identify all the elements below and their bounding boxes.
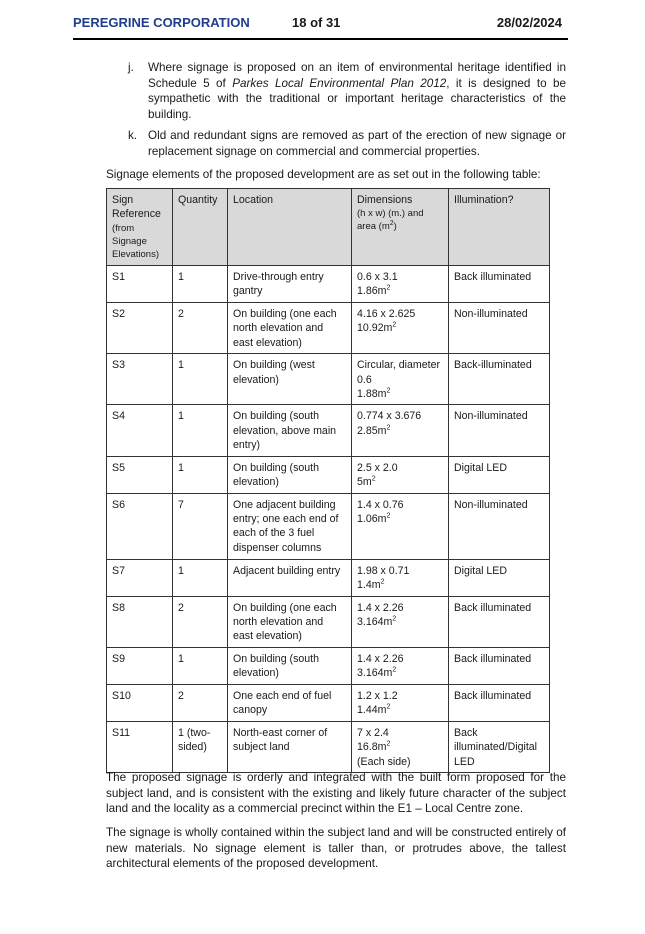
table-row: [107, 559, 550, 596]
superscript: 2: [392, 666, 397, 674]
cell-ref: S6: [107, 493, 173, 559]
cell-location: North-east corner of subject land: [228, 721, 352, 772]
list-item-text: [148, 60, 566, 122]
cell-location: On building (south elevation): [228, 647, 352, 684]
cell-ref: S7: [107, 559, 173, 596]
superscript: 2: [392, 321, 397, 329]
header-sign-reference: [107, 189, 173, 266]
cell-illumination: Digital LED: [449, 559, 550, 596]
cell-location: On building (one each north elevation and east elevation): [228, 303, 352, 354]
cell-ref: S10: [107, 684, 173, 721]
superscript: 2: [386, 703, 391, 711]
area-text: 1.44m: [357, 704, 387, 717]
header-location: Location: [228, 189, 352, 266]
cell-location: One each end of fuel canopy: [228, 684, 352, 721]
cell-ref: S9: [107, 647, 173, 684]
superscript: 2: [386, 512, 391, 520]
cell-qty: 2: [173, 303, 228, 354]
table-row: [107, 456, 550, 493]
superscript: 2: [386, 284, 391, 292]
cell-qty: 1: [173, 456, 228, 493]
cell-dimensions: [352, 596, 449, 647]
superscript: 2: [386, 740, 391, 748]
cell-illumination: Back illuminated: [449, 647, 550, 684]
area-text: 1.06m: [357, 513, 387, 526]
list-item-text-part: Where signage is proposed on an item of environmental heritage identified in Schedule 5 of: [148, 61, 566, 90]
list-item-k: [128, 128, 566, 159]
dim-value: 0.774 x 3.676: [357, 410, 422, 423]
list-marker: j.: [128, 61, 134, 74]
cell-illumination: Back illuminated: [449, 684, 550, 721]
cell-dimensions: [352, 559, 449, 596]
dim-value: 1.2 x 1.2: [357, 689, 398, 702]
cell-qty: 1: [173, 559, 228, 596]
cell-illumination: Non-illuminated: [449, 493, 550, 559]
area-text: 3.164m: [357, 667, 393, 680]
dim-value: 4.16 x 2.625: [357, 308, 416, 320]
body-paragraph: The signage is wholly contained within the subject land and will be constructed entirely of new materials. No signage element is taller than, or protrudes above, the tallest architectural elements of the proposed development.: [106, 826, 566, 870]
cell-ref: S8: [107, 596, 173, 647]
body-paragraph: The proposed signage is orderly and integrated with the built form proposed for the subject land, and is consistent with the existing and likely future character of the subject land and the locality as a commercial precinct within the E1 – Local Centre zone.: [106, 771, 566, 815]
superscript: 2: [386, 424, 391, 432]
cell-dimensions: [352, 684, 449, 721]
header-text: Dimensions: [357, 194, 413, 206]
superscript: 2: [371, 475, 376, 483]
cell-location: On building (south elevation): [228, 456, 352, 493]
area-text: 16.8m: [357, 741, 387, 754]
dim-value: Circular, diameter 0.6: [357, 359, 441, 386]
cell-dimensions: [352, 266, 449, 303]
cell-dimensions: [352, 493, 449, 559]
table-intro: Signage elements of the proposed development are as set out in the following table:: [106, 168, 541, 181]
cell-location: Drive-through entry gantry: [228, 266, 352, 303]
cell-qty: 2: [173, 596, 228, 647]
area-value: [357, 387, 443, 401]
dim-value: 1.4 x 0.76: [357, 498, 404, 511]
area-value: [357, 740, 443, 754]
header-dimensions: [352, 189, 449, 266]
cell-illumination: Digital LED: [449, 456, 550, 493]
dim-value: 7 x 2.4: [357, 726, 389, 739]
header-text: Sign Reference: [112, 194, 161, 221]
area-text: 1.4m: [357, 579, 381, 592]
company-name: PEREGRINE CORPORATION: [73, 15, 250, 30]
plan-title: Parkes Local Environmental Plan 2012: [232, 76, 447, 90]
document-date: 28/02/2024: [496, 15, 562, 30]
table-row: [107, 493, 550, 559]
cell-dimensions: [352, 354, 449, 405]
table-row: [107, 721, 550, 772]
area-value: [357, 321, 443, 335]
cell-dimensions: [352, 721, 449, 772]
header-illumination: Illumination?: [449, 189, 550, 266]
cell-location: On building (west elevation): [228, 354, 352, 405]
cell-ref: S5: [107, 456, 173, 493]
area-value: [357, 615, 443, 629]
list-item-text: Old and redundant signs are removed as part of the erection of new signage or replacement signage on commercial and commercial properties.: [148, 129, 566, 158]
superscript: 2: [386, 387, 391, 395]
header-quantity: Quantity: [173, 189, 228, 266]
table-row: [107, 303, 550, 354]
table-row: [107, 266, 550, 303]
cell-ref: S4: [107, 405, 173, 456]
list-marker: k.: [128, 129, 138, 142]
area-value: [357, 475, 443, 489]
cell-illumination: Back illuminated: [449, 596, 550, 647]
table-row: [107, 684, 550, 721]
cell-ref: S2: [107, 303, 173, 354]
superscript: 2: [380, 578, 385, 586]
cell-qty: 7: [173, 493, 228, 559]
area-value: [357, 284, 443, 298]
cell-ref: S11: [107, 721, 173, 772]
header-subtext-part: (h x w) (m.) and area (m: [357, 208, 424, 233]
cell-dimensions: [352, 405, 449, 456]
dimension-note: (Each side): [357, 755, 411, 768]
area-text: 10.92m: [357, 322, 393, 335]
cell-dimensions: [352, 647, 449, 684]
cell-illumination: Back-illuminated: [449, 354, 550, 405]
cell-dimensions: [352, 456, 449, 493]
signage-table: [106, 188, 550, 773]
area-value: [357, 666, 443, 680]
cell-location: Adjacent building entry: [228, 559, 352, 596]
list-item-text-part: , it is designed to be sympathetic with the traditional or important heritage characteristics of the building.: [148, 76, 566, 121]
cell-illumination: Non-illuminated: [449, 405, 550, 456]
superscript: 2: [392, 615, 397, 623]
table-row: [107, 596, 550, 647]
cell-qty: 1: [173, 266, 228, 303]
area-value: [357, 703, 443, 717]
dim-value: 0.6 x 3.1: [357, 271, 398, 283]
cell-ref: S1: [107, 266, 173, 303]
header-subtext: [357, 207, 443, 233]
table-row: [107, 405, 550, 456]
page-number: 18 of 31: [292, 15, 341, 30]
cell-location: One adjacent building entry; one each end of each of the 3 fuel dispenser columns: [228, 493, 352, 559]
table-row: [107, 354, 550, 405]
page-header: [73, 14, 568, 40]
cell-location: On building (south elevation, above main entry): [228, 405, 352, 456]
list-item-j: [128, 60, 566, 122]
cell-qty: 1: [173, 405, 228, 456]
area-text: 2.85m: [357, 424, 387, 437]
table-header-row: [107, 189, 550, 266]
cell-qty: 2: [173, 684, 228, 721]
cell-qty: 1: [173, 647, 228, 684]
area-text: 5m: [357, 476, 372, 489]
dim-value: 1.4 x 2.26: [357, 652, 404, 665]
header-subtext: (from Signage Elevations): [112, 222, 159, 260]
cell-illumination: Back illuminated: [449, 266, 550, 303]
area-text: 1.88m: [357, 388, 387, 401]
table-row: [107, 647, 550, 684]
cell-illumination: Non-illuminated: [449, 303, 550, 354]
area-value: [357, 424, 443, 438]
header-subtext-part: ): [393, 221, 397, 233]
cell-dimensions: [352, 303, 449, 354]
area-text: 3.164m: [357, 616, 393, 629]
dim-value: 2.5 x 2.0: [357, 461, 398, 474]
superscript: 2: [389, 220, 394, 228]
cell-qty: 1: [173, 354, 228, 405]
cell-illumination: Back illuminated/Digital LED: [449, 721, 550, 772]
cell-location: On building (one each north elevation and east elevation): [228, 596, 352, 647]
cell-ref: S3: [107, 354, 173, 405]
area-value: [357, 512, 443, 526]
area-text: 1.86m: [357, 285, 387, 298]
dim-value: 1.4 x 2.26: [357, 601, 404, 614]
area-value: [357, 578, 443, 592]
dim-value: 1.98 x 0.71: [357, 564, 410, 577]
cell-qty: 1 (two-sided): [173, 721, 228, 772]
